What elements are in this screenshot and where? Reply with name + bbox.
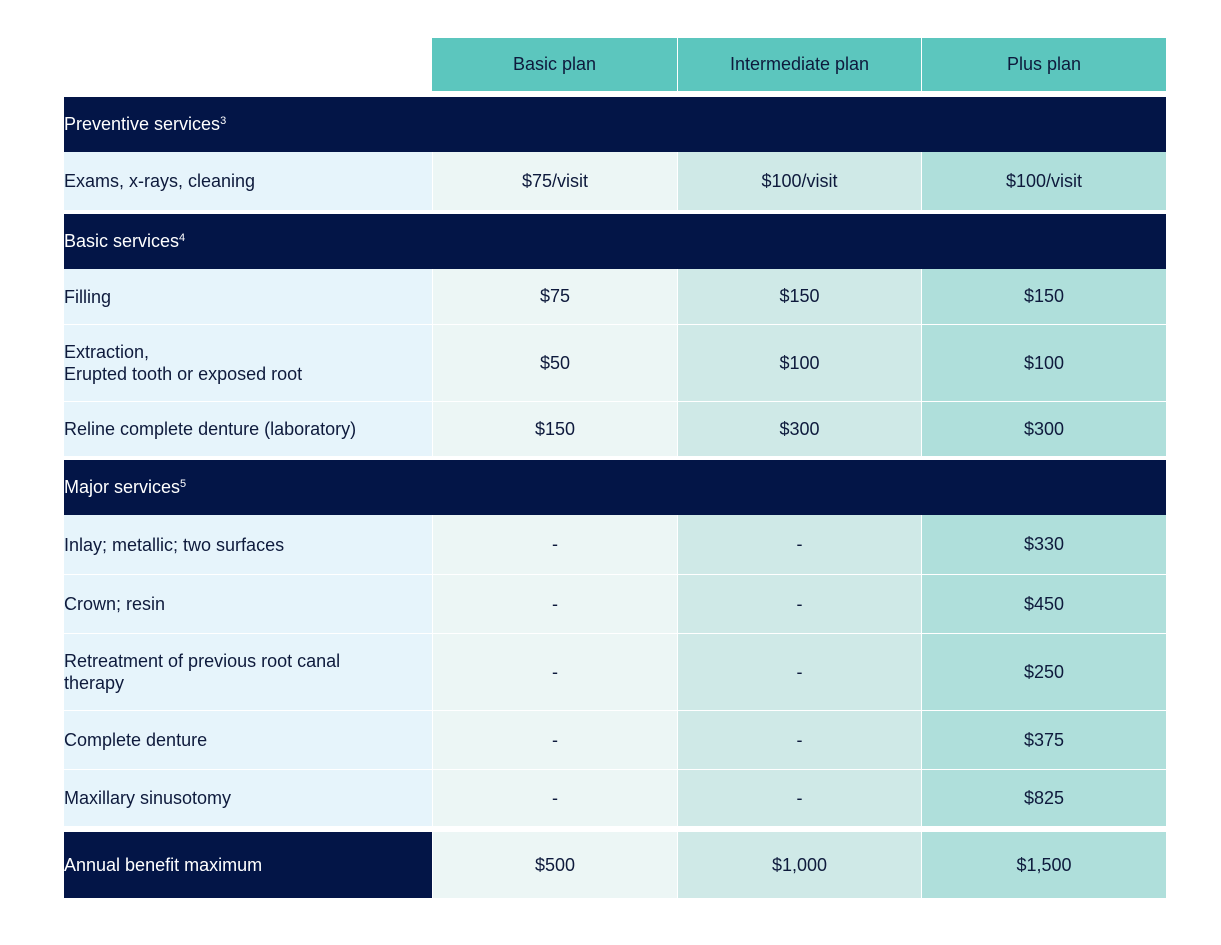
service-label: Retreatment of previous root canal therapy — [64, 633, 432, 710]
table-row — [64, 710, 1166, 769]
intermediate-plan-value: $150 — [677, 269, 921, 324]
service-label: Complete denture — [64, 710, 432, 769]
intermediate-plan-value: - — [677, 769, 921, 826]
intermediate-plan-value: - — [677, 633, 921, 710]
plus-plan-value: $375 — [921, 710, 1166, 769]
intermediate-plan-maximum: $1,000 — [677, 832, 921, 898]
table-row — [64, 324, 1166, 401]
basic-plan-header: Basic plan — [432, 38, 677, 91]
plus-plan-value: $330 — [921, 515, 1166, 574]
section-header-basic — [64, 214, 1166, 269]
intermediate-plan-value: $300 — [677, 401, 921, 456]
service-label: Extraction, Erupted tooth or exposed root — [64, 324, 432, 401]
section-header-preventive — [64, 97, 1166, 152]
table-row — [64, 401, 1166, 456]
plus-plan-value: $300 — [921, 401, 1166, 456]
plus-plan-value: $150 — [921, 269, 1166, 324]
plus-plan-value: $100 — [921, 324, 1166, 401]
table-row — [64, 574, 1166, 633]
dental-plan-comparison-table — [64, 38, 1166, 898]
basic-plan-value: - — [432, 574, 677, 633]
plan-header-row — [64, 38, 1166, 91]
section-header-major — [64, 460, 1166, 515]
plus-plan-header: Plus plan — [921, 38, 1166, 91]
basic-plan-value: $75 — [432, 269, 677, 324]
service-label: Inlay; metallic; two surfaces — [64, 515, 432, 574]
plus-plan-maximum: $1,500 — [921, 832, 1166, 898]
basic-plan-value: - — [432, 515, 677, 574]
basic-plan-value: $150 — [432, 401, 677, 456]
basic-plan-value: $75/visit — [432, 152, 677, 210]
intermediate-plan-value: $100 — [677, 324, 921, 401]
basic-plan-value: - — [432, 710, 677, 769]
service-label: Crown; resin — [64, 574, 432, 633]
footnote-marker: 4 — [179, 232, 186, 244]
table-row — [64, 269, 1166, 324]
header-blank-cell — [64, 38, 432, 91]
service-label: Filling — [64, 269, 432, 324]
basic-plan-value: - — [432, 769, 677, 826]
section-title: Basic services$^4$ — [64, 214, 1166, 269]
intermediate-plan-value: - — [677, 515, 921, 574]
section-title: Major services$^5$ — [64, 460, 1166, 515]
section-title: Preventive services$^3$ — [64, 97, 1166, 152]
intermediate-plan-value: $100/visit — [677, 152, 921, 210]
table-row — [64, 152, 1166, 210]
plus-plan-value: $450 — [921, 574, 1166, 633]
service-label: Reline complete denture (laboratory) — [64, 401, 432, 456]
intermediate-plan-header: Intermediate plan — [677, 38, 921, 91]
table-row — [64, 515, 1166, 574]
service-label: Exams, x-rays, cleaning — [64, 152, 432, 210]
intermediate-plan-value: - — [677, 574, 921, 633]
basic-plan-maximum: $500 — [432, 832, 677, 898]
basic-plan-value: $50 — [432, 324, 677, 401]
annual-maximum-row — [64, 832, 1166, 898]
plus-plan-value: $825 — [921, 769, 1166, 826]
footnote-marker: 5 — [180, 478, 187, 490]
service-label: Maxillary sinusotomy — [64, 769, 432, 826]
annual-maximum-label: Annual benefit maximum — [64, 832, 432, 898]
table-row — [64, 769, 1166, 826]
table-row — [64, 633, 1166, 710]
basic-plan-value: - — [432, 633, 677, 710]
plus-plan-value: $100/visit — [921, 152, 1166, 210]
footnote-marker: 3 — [220, 115, 227, 127]
intermediate-plan-value: - — [677, 710, 921, 769]
plus-plan-value: $250 — [921, 633, 1166, 710]
